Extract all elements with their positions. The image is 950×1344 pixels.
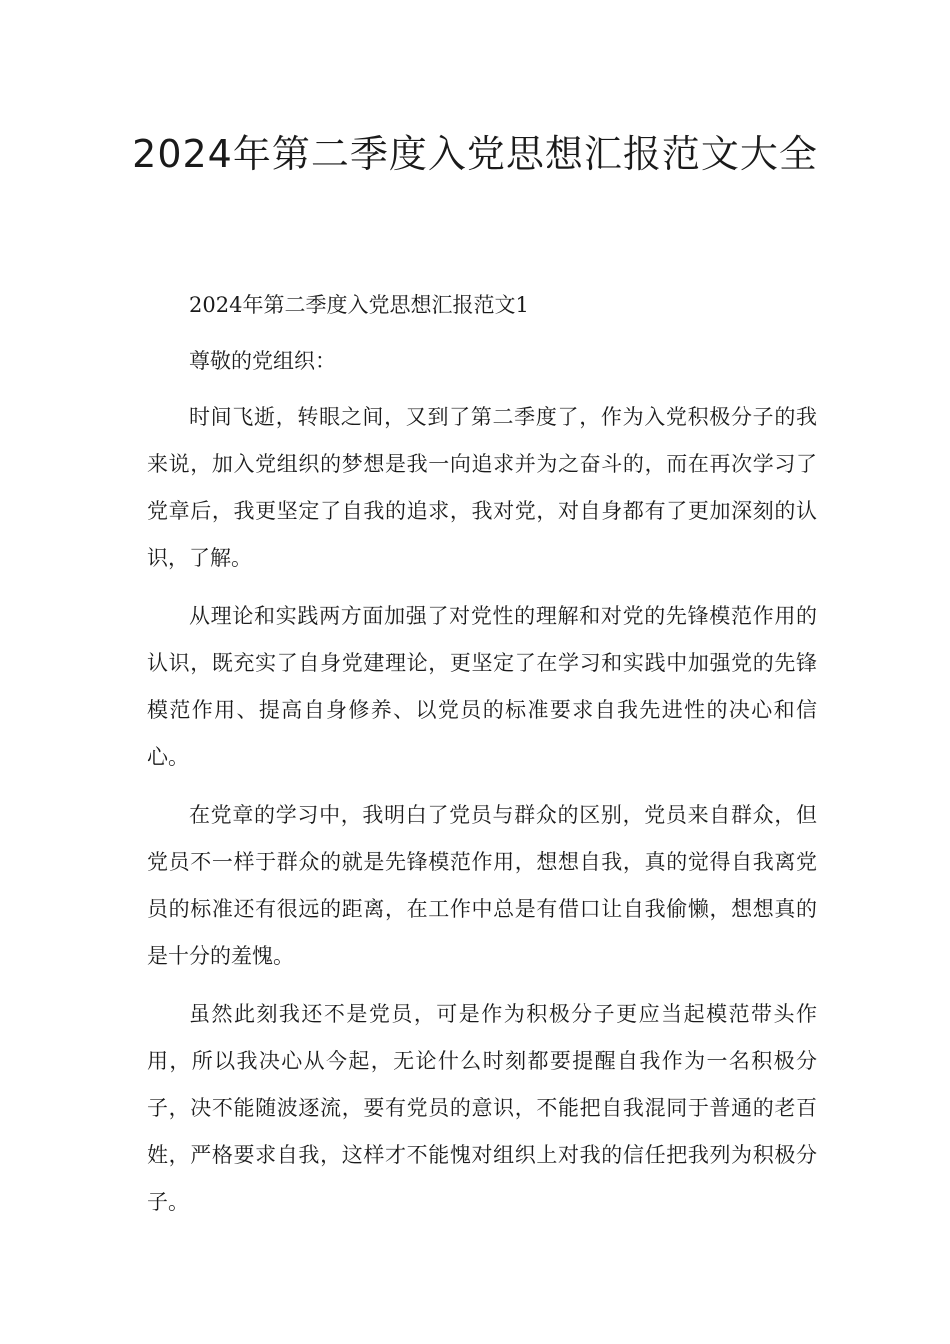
body-paragraph-4: 虽然此刻我还不是党员，可是作为积极分子更应当起模范带头作用，所以我决心从今起，无论什么时刻都要提醒自我作为一名积极分子，决不能随波逐流，要有党员的意识，不能把自我混同于普通的老百姓，严格要求自我，这样才不能愧对组织上对我的信任把我列为积极分子。 [147, 1002, 817, 1214]
body-paragraph-1: 时间飞逝，转眼之间，又到了第二季度了，作为入党积极分子的我来说，加入党组织的梦想是我一向追求并为之奋斗的，而在再次学习了党章后，我更坚定了自我的追求，我对党，对自身都有了更加深刻的认识，了解。 [147, 405, 817, 570]
document-body [147, 282, 817, 1237]
page-title: 2024年第二季度入党思想汇报范文大全 [132, 132, 818, 176]
body-paragraph-2: 从理论和实践两方面加强了对党性的理解和对党的先锋模范作用的认识，既充实了自身党建理论，更坚定了在学习和实践中加强党的先锋模范作用、提高自身修养、以党员的标准要求自我先进性的决心和信心。 [147, 604, 817, 769]
body-paragraph-3: 在党章的学习中，我明白了党员与群众的区别，党员来自群众，但党员不一样于群众的就是先锋模范作用，想想自我，真的觉得自我离党员的标准还有很远的距离，在工作中总是有借口让自我偷懒，想想真的是十分的羞愧。 [147, 803, 817, 968]
salutation: 尊敬的党组织： [189, 349, 336, 373]
section-heading: 2024年第二季度入党思想汇报范文1 [189, 293, 529, 317]
